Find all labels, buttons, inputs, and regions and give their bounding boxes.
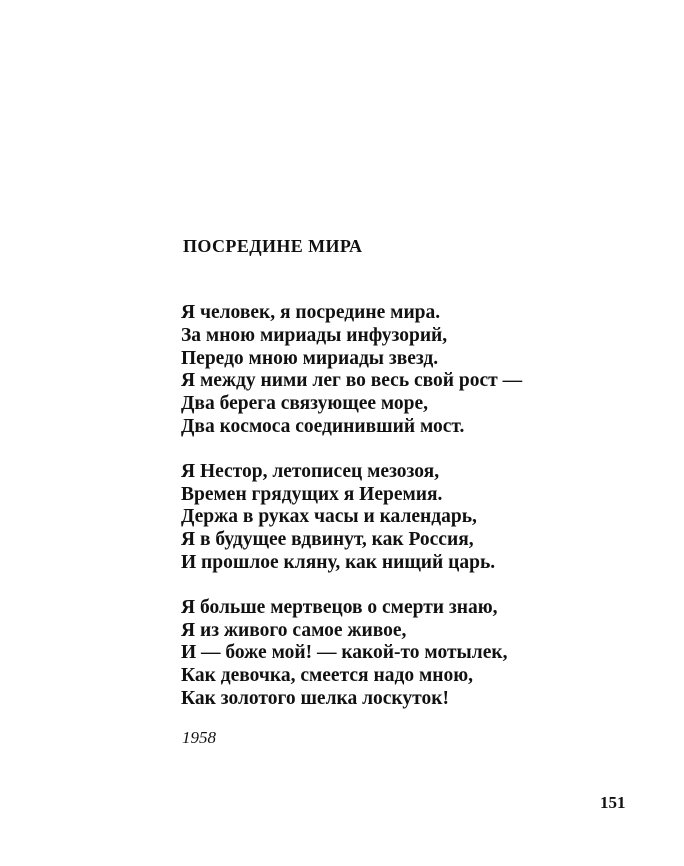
poem-line: Два берега связующее море, xyxy=(181,393,429,415)
poem-line: Как золотого шелка лоскуток! xyxy=(181,687,449,709)
stanza-3 xyxy=(181,597,641,711)
poem-line: И — боже мой! — какой-то мотылек, xyxy=(181,642,508,664)
poem-line: Два космоса соединивший мост. xyxy=(181,415,465,437)
poem-line: Я больше мертвецов о смерти знаю, xyxy=(181,596,498,618)
poem-line: Я в будущее вдвинут, как Россия, xyxy=(181,529,474,551)
poem-line: Передо мною мириады звезд. xyxy=(181,347,439,369)
stanza-1 xyxy=(181,302,641,439)
poem-line: Я Нестор, летописец мезозоя, xyxy=(181,460,440,482)
poem-title: ПОСРЕДИНЕ МИРА xyxy=(183,236,363,256)
stanza-2 xyxy=(181,461,641,575)
poem-line: Я из живого самое живое, xyxy=(181,619,407,641)
poem-line: Как девочка, смеется надо мною, xyxy=(181,665,474,687)
poem-line: Я между ними лег во весь свой рост — xyxy=(181,370,523,392)
poem-body xyxy=(181,302,641,733)
poem-line: Держа в руках часы и календарь, xyxy=(181,506,477,528)
page-number: 151 xyxy=(600,793,626,812)
poem-line: Времен грядущих я Иеремия. xyxy=(181,483,443,505)
poem-line: И прошлое кляну, как нищий царь. xyxy=(181,551,496,573)
poem-date: 1958 xyxy=(182,728,216,747)
poem-line: Я человек, я посредине мира. xyxy=(181,302,441,323)
poem-line: За мною мириады инфузорий, xyxy=(181,324,448,346)
